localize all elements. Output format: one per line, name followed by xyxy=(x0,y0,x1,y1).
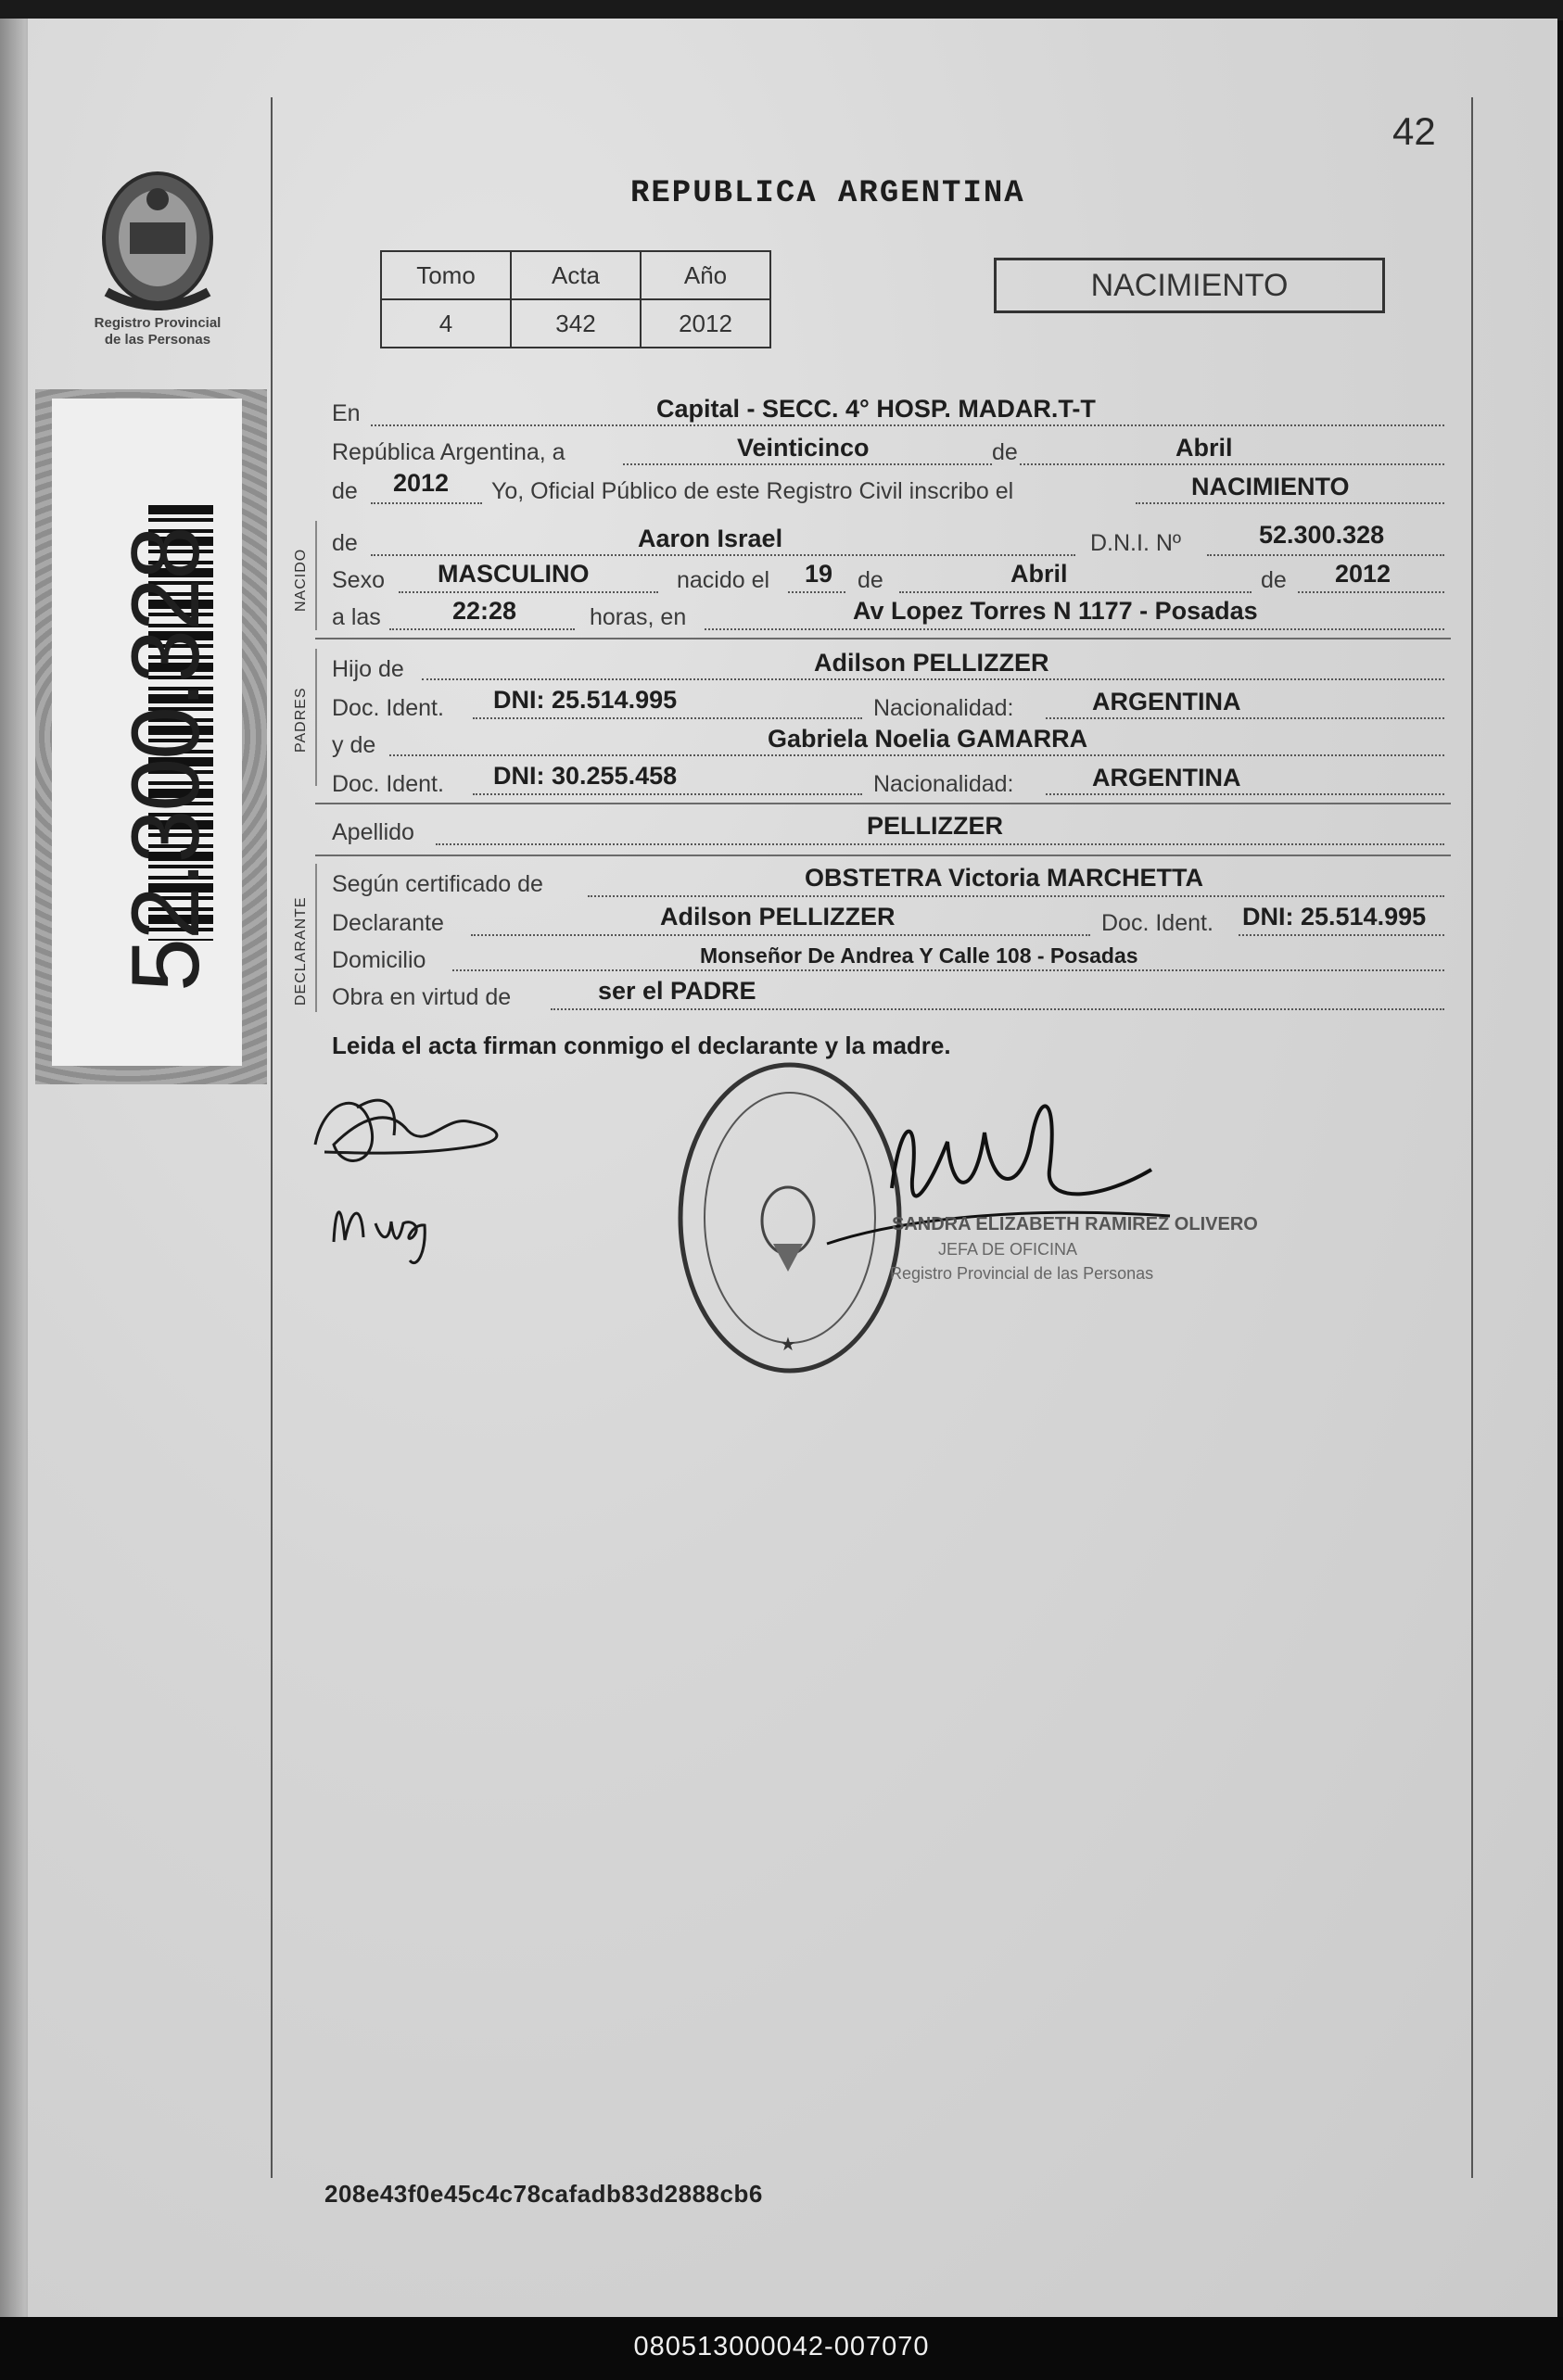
section-bracket xyxy=(315,521,317,630)
nacido-hora: 22:28 xyxy=(452,597,517,625)
section-nacido: NACIDO xyxy=(293,548,309,612)
closing-statement: Leida el acta firman conmigo el declarante y la madre. xyxy=(332,1032,951,1059)
record-header-anio: Año xyxy=(641,251,770,299)
dotted-line xyxy=(389,628,575,630)
de-label-2: de xyxy=(332,478,358,504)
domicilio-label: Domicilio xyxy=(332,947,426,973)
barcode-number: 52.300.328 xyxy=(112,527,220,992)
dotted-line xyxy=(1046,717,1444,719)
republica-label: República Argentina, a xyxy=(332,439,565,465)
dotted-line xyxy=(436,843,1444,845)
sexo-label: Sexo xyxy=(332,567,385,593)
madre-nacionalidad: ARGENTINA xyxy=(1092,764,1241,791)
y-de-label: y de xyxy=(332,732,376,758)
stamp-office: Registro Provincial de las Personas xyxy=(890,1264,1154,1283)
svg-text:★: ★ xyxy=(780,1335,796,1355)
record-header-tomo: Tomo xyxy=(381,251,511,299)
record-value-tomo: 4 xyxy=(381,299,511,348)
scan-footer-id: 080513000042-007070 xyxy=(633,2332,930,2361)
dotted-line xyxy=(788,591,845,593)
scan-top-border xyxy=(0,0,1563,20)
document-hash: 208e43f0e45c4c78cafadb83d2888cb6 xyxy=(324,2180,763,2208)
declarante-doc: DNI: 25.514.995 xyxy=(1242,903,1427,930)
section-declarante: DECLARANTE xyxy=(293,896,309,1006)
nacido-sexo: MASCULINO xyxy=(438,560,590,588)
nacido-dia: 19 xyxy=(805,560,833,588)
madre-nombre: Gabriela Noelia GAMARRA xyxy=(768,725,1088,753)
certificado-value: OBSTETRA Victoria MARCHETTA xyxy=(805,864,1204,892)
section-padres: PADRES xyxy=(293,687,309,753)
dotted-line xyxy=(1207,554,1444,556)
record-header-acta: Acta xyxy=(511,251,641,299)
declarante-doc-label: Doc. Ident. xyxy=(1101,910,1214,936)
registro-mes: Abril xyxy=(1175,434,1233,462)
dni-label: D.N.I. Nº xyxy=(1090,530,1182,556)
dotted-line xyxy=(452,969,1444,971)
stamp-role: JEFA DE OFICINA xyxy=(938,1240,1078,1259)
seal-caption-line1: Registro Provincial xyxy=(94,315,222,331)
right-margin-line xyxy=(1471,97,1473,2178)
certificado-label: Según certificado de xyxy=(332,871,543,897)
record-value-anio: 2012 xyxy=(641,299,770,348)
declarante-signature-icon xyxy=(306,1080,519,1182)
section-bracket xyxy=(315,864,317,1012)
dotted-line xyxy=(473,717,862,719)
dotted-line xyxy=(588,895,1444,897)
dotted-line xyxy=(899,591,1252,593)
dotted-line xyxy=(473,793,862,795)
dotted-line xyxy=(551,1008,1444,1010)
dotted-line xyxy=(623,463,1444,465)
provincial-seal-icon xyxy=(88,162,227,310)
domicilio-value: Monseñor De Andrea Y Calle 108 - Posadas xyxy=(700,943,1138,968)
record-table xyxy=(380,250,771,348)
dotted-line xyxy=(371,424,1444,426)
section-separator xyxy=(315,855,1451,856)
hijo-de-label: Hijo de xyxy=(332,656,404,682)
nacido-mes: Abril xyxy=(1010,560,1068,588)
madre-nac-label: Nacionalidad: xyxy=(873,771,1014,797)
document-title: REPUBLICA ARGENTINA xyxy=(630,176,1025,211)
left-margin-line xyxy=(271,97,273,2178)
nacido-nombre: Aaron Israel xyxy=(638,525,783,552)
record-value-acta: 342 xyxy=(511,299,641,348)
declarante-nombre: Adilson PELLIZZER xyxy=(660,903,896,930)
stamp-name: SANDRA ELIZABETH RAMIREZ OLIVERO xyxy=(892,1214,1258,1234)
seal-caption-line2: de las Personas xyxy=(104,332,211,348)
dotted-line xyxy=(371,554,1075,556)
dotted-line xyxy=(371,502,482,504)
nacido-de-anio-label: de xyxy=(1261,567,1287,593)
record-type-box: NACIMIENTO xyxy=(994,258,1385,313)
declarante-label: Declarante xyxy=(332,910,444,936)
nacido-de-label: de xyxy=(332,530,358,556)
nacido-lugar: Av Lopez Torres N 1177 - Posadas xyxy=(853,597,1258,625)
page-number: 42 xyxy=(1392,109,1436,153)
section-separator xyxy=(315,803,1451,804)
dotted-line xyxy=(705,628,1444,630)
nacido-dni: 52.300.328 xyxy=(1259,521,1385,549)
registro-lugar: Capital - SECC. 4° HOSP. MADAR.T-T xyxy=(656,395,1096,423)
en-label: En xyxy=(332,400,361,426)
madre-doc-label: Doc. Ident. xyxy=(332,771,444,797)
registro-anio: 2012 xyxy=(393,469,450,497)
obra-label: Obra en virtud de xyxy=(332,984,512,1010)
horas-label: horas, en xyxy=(590,604,687,630)
seal-caption xyxy=(65,315,250,348)
de-label: de xyxy=(992,439,1018,465)
a-las-label: a las xyxy=(332,604,381,630)
dotted-line xyxy=(389,754,1444,756)
registro-tipo: NACIMIENTO xyxy=(1191,473,1350,500)
nacido-el-label: nacido el xyxy=(677,567,770,593)
padre-nac-label: Nacionalidad: xyxy=(873,695,1014,721)
nacido-anio: 2012 xyxy=(1335,560,1391,588)
section-bracket xyxy=(315,649,317,786)
dotted-line xyxy=(1046,793,1444,795)
dotted-line xyxy=(1136,502,1444,504)
dotted-line xyxy=(422,678,1444,680)
padre-nacionalidad: ARGENTINA xyxy=(1092,688,1241,715)
apellido-value: PELLIZZER xyxy=(867,812,1003,840)
padre-nombre: Adilson PELLIZZER xyxy=(814,649,1049,677)
apellido-label: Apellido xyxy=(332,819,414,845)
registro-dia: Veinticinco xyxy=(737,434,870,462)
official-stamp-icon xyxy=(669,1058,1263,1392)
madre-doc: DNI: 30.255.458 xyxy=(493,762,678,790)
dotted-line xyxy=(471,934,1090,936)
padre-doc: DNI: 25.514.995 xyxy=(493,686,678,714)
dotted-line xyxy=(1239,934,1444,936)
dotted-line xyxy=(399,591,658,593)
dotted-line xyxy=(1298,591,1444,593)
padre-doc-label: Doc. Ident. xyxy=(332,695,444,721)
section-separator xyxy=(315,638,1451,639)
madre-signature-icon xyxy=(324,1186,454,1279)
nacido-de-mes-label: de xyxy=(858,567,883,593)
oficial-text: Yo, Oficial Público de este Registro Civil inscribo el xyxy=(491,478,1014,504)
obra-value: ser el PADRE xyxy=(598,977,756,1005)
